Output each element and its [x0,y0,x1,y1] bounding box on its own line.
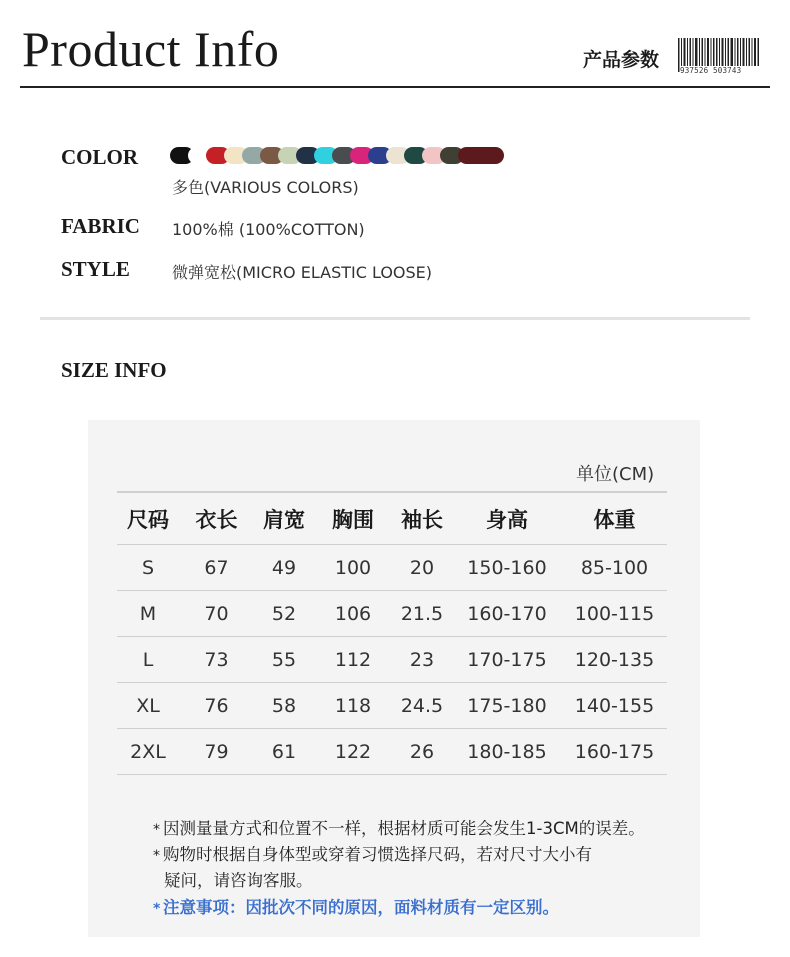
size-info-heading: SIZE INFO [61,358,167,382]
table-cell: 73 [179,637,254,683]
barcode-number: 937526 503743 [680,66,760,75]
table-cell: 106 [314,591,392,637]
table-cell: 20 [392,545,452,591]
table-cell: 100 [314,545,392,591]
table-cell: 150-160 [452,545,562,591]
col-header-weight: 体重 [562,493,667,545]
note-star: * [153,901,161,917]
table-cell: 52 [254,591,314,637]
unit-label: 单位(CM) [576,464,655,485]
table-cell: 112 [314,637,392,683]
section-divider [40,317,750,320]
table-cell: 21.5 [392,591,452,637]
table-cell: 170-175 [452,637,562,683]
table-cell: 118 [314,683,392,729]
table-cell: 180-185 [452,729,562,775]
table-cell: 76 [179,683,254,729]
table-cell: 67 [179,545,254,591]
table-cell: L [117,637,179,683]
note-text: 因测量量方式和位置不一样，根据材质可能会发生1-3CM的误差。 [163,819,645,838]
col-header-height: 身高 [452,493,562,545]
table-row [117,683,667,729]
table-cell: 160-175 [562,729,667,775]
table-cell: 2XL [117,729,179,775]
table-cell: 23 [392,637,452,683]
table-cell: 26 [392,729,452,775]
table-cell: S [117,545,179,591]
header-divider [20,86,770,88]
col-header-size: 尺码 [117,493,179,545]
table-row [117,591,667,637]
col-header-chest: 胸围 [314,493,392,545]
color-value: 多色(VARIOUS COLORS) [172,178,359,197]
notice-text: 注意事项：因批次不同的原因，面料材质有一定区别。 [163,898,559,917]
table-cell: 79 [179,729,254,775]
col-header-length: 衣长 [179,493,254,545]
table-cell: 175-180 [452,683,562,729]
page-title: Product Info [22,21,280,77]
note-shopping [153,841,592,865]
fabric-value: 100%棉 (100%COTTON) [172,220,365,239]
fabric-label: FABRIC [61,214,140,238]
col-header-sleeve: 袖长 [392,493,452,545]
size-table [117,493,667,775]
style-label: STYLE [61,257,130,281]
table-cell: 100-115 [562,591,667,637]
table-cell: M [117,591,179,637]
table-cell: 120-135 [562,637,667,683]
note-measurement [153,815,645,839]
note-star: * [153,848,160,864]
notice-batch [153,894,559,918]
table-cell: 58 [254,683,314,729]
table-cell: 61 [254,729,314,775]
table-cell: 24.5 [392,683,452,729]
table-cell: 160-170 [452,591,562,637]
table-cell: 140-155 [562,683,667,729]
note-text: 购物时根据自身体型或穿着习惯选择尺码，若对尺寸大小有 [163,845,592,864]
color-label: COLOR [61,145,139,169]
page-title-cn: 产品参数 [583,49,660,71]
table-cell: XL [117,683,179,729]
table-cell: 55 [254,637,314,683]
table-row [117,545,667,591]
table-cell: 49 [254,545,314,591]
table-row [117,729,667,775]
col-header-shoulder: 肩宽 [254,493,314,545]
table-row [117,637,667,683]
color-swatch [458,147,504,164]
table-cell: 85-100 [562,545,667,591]
note-star: * [153,822,160,838]
table-cell: 70 [179,591,254,637]
table-header-row [117,493,667,545]
table-cell: 122 [314,729,392,775]
style-value: 微弹宽松(MICRO ELASTIC LOOSE) [172,263,433,282]
note-shopping-cont: 疑问，请咨询客服。 [164,871,313,890]
